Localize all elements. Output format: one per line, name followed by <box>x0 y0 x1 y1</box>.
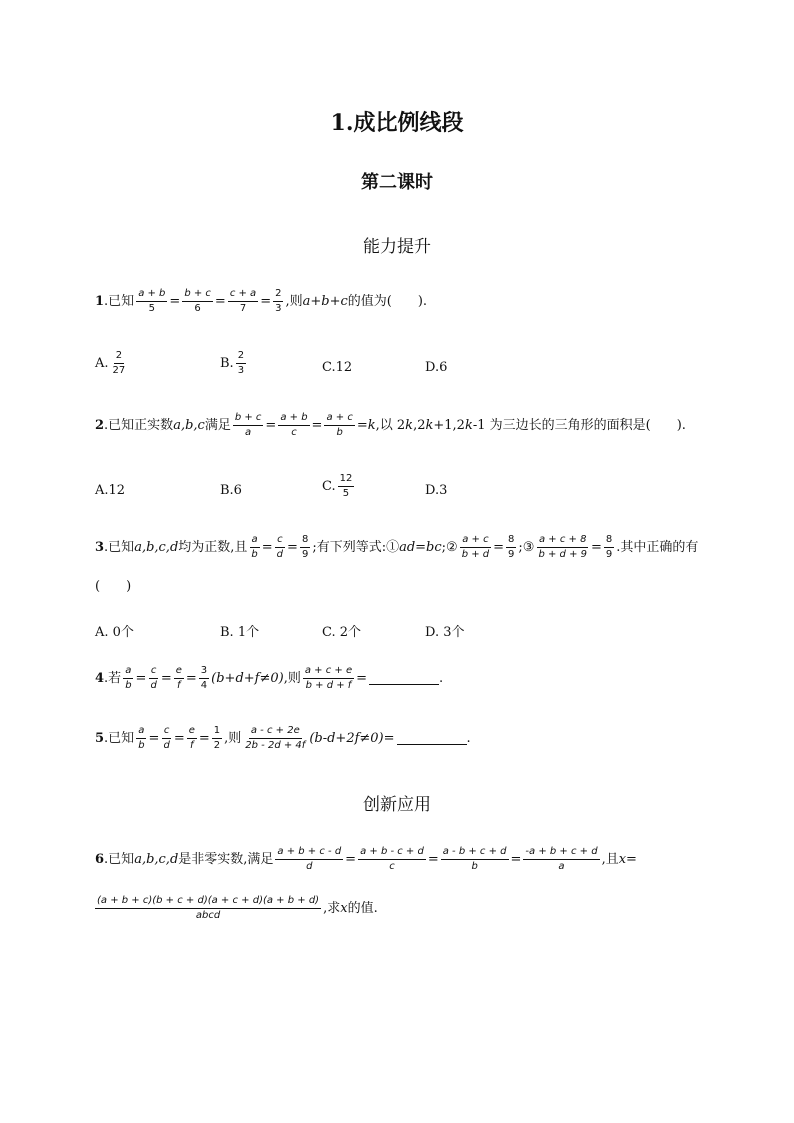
fraction: $\frac{2}{3}$ <box>237 350 245 376</box>
answer-parentheses: ( ) <box>95 579 132 594</box>
question-3: 3 .已知 a,b,c,d 均为正数,且 $\frac{a}{b}$ = $\frac{c}{d}$ = $\frac{8}{9}$ ;有下列等式:① ad=bc ;② $\frac{a + c}{b + d}$ = $\frac{8}{9}$ ;③ $\frac{a + c + 8}{b + d + 9}$ = $\frac{8}{9}$ .其中正确的有 <box>95 534 699 560</box>
answer-blank[interactable] <box>369 672 439 685</box>
question-number: 2 <box>95 417 105 433</box>
option-d[interactable]: D.3 <box>425 483 448 498</box>
section-innovation: 创新应用 <box>363 795 431 815</box>
answer-blank[interactable] <box>397 732 467 745</box>
question-4: 4 .若 $\frac{a}{b}$ = $\frac{c}{d}$ = $\frac{e}{f}$ = $\frac{3}{4}$ (b+d+f≠0) ,则 $\frac{a + c + e}{b + d + f}$ = . <box>95 665 444 691</box>
option-d[interactable]: D.6 <box>425 360 448 375</box>
question-text: 的值为( ). <box>347 293 428 309</box>
question-6-line-2: $\frac{(a + b + c)(b + c + d)(a + c + d)(a + b + d)}{\text{abcd}}$ ,求 x 的值. <box>97 895 378 921</box>
fraction: $\frac{b + c}{6}$ <box>184 288 211 314</box>
question-number: 6 <box>95 851 105 867</box>
fraction: $\frac{8}{9}$ <box>508 534 515 560</box>
math-expression: a+b+c <box>302 293 348 309</box>
lesson-subtitle: 第二课时 <box>361 172 433 193</box>
question-5: 5 .已知 $\frac{a}{b}$ = $\frac{c}{d}$ = $\frac{e}{f}$ = $\frac{1}{2}$ ,则 $\frac{a - c + 2e}{2b - 2d + 4f}$ (b-d+2f≠0) = . <box>95 725 471 751</box>
fraction: $\frac{a}{b}$ <box>251 534 258 560</box>
question-2: 2 .已知正实数 a,b,c 满足 $\frac{b + c}{a}$ = $\frac{a + b}{c}$ = $\frac{a + c}{b}$ = k ,以 2 k ,2 k +1,2 k -1 为三边长的三角形的面积是( ). <box>95 412 686 438</box>
question-text: .已知 <box>104 293 135 309</box>
option-b[interactable]: B. $\frac{2}{3}$ <box>220 350 245 376</box>
fraction: $\frac{8}{9}$ <box>605 534 613 560</box>
fraction: $\frac{b + c}{a}$ <box>234 412 262 438</box>
question-number: 3 <box>95 539 105 555</box>
fraction: $\frac{a + c + 8}{b + d + 9}$ <box>538 534 587 560</box>
fraction: $\frac{a + b}{5}$ <box>138 288 166 314</box>
fraction: $\frac{a - b + c + d}{b}$ <box>442 846 507 872</box>
option-a[interactable]: A.12 <box>95 483 126 498</box>
fraction: $\frac{e}{f}$ <box>175 665 182 691</box>
option-c[interactable]: C. 2个 <box>322 625 362 640</box>
fraction: $\frac{a}{b}$ <box>125 665 132 691</box>
fraction: $\frac{(a + b + c)(b + c + d)(a + c + d)(a + b + d)}{\text{abcd}}$ <box>97 895 320 921</box>
option-a[interactable]: A. $\frac{2}{27}$ <box>95 350 126 376</box>
fraction: $\frac{a + b}{c}$ <box>280 412 308 438</box>
fraction: $\frac{a + c + e}{b + d + f}$ <box>304 665 353 691</box>
fraction: $\frac{c}{d}$ <box>150 665 157 691</box>
page-title: 1.成比例线段 <box>330 110 464 136</box>
fraction: $\frac{3}{4}$ <box>200 665 208 691</box>
option-b[interactable]: B.6 <box>220 483 242 498</box>
fraction: $\frac{c + a}{7}$ <box>229 288 257 314</box>
option-b[interactable]: B. 1个 <box>220 625 260 640</box>
option-a[interactable]: A. 0个 <box>95 625 134 640</box>
question-1: 1 .已知 $\frac{a + b}{5}$ = $\frac{b + c}{6}$ = $\frac{c + a}{7}$ = $\frac{2}{3}$ ,则 a+b+c 的值为( ). <box>95 288 428 314</box>
option-c[interactable]: C.12 <box>322 360 353 375</box>
fraction: $\frac{1}{2}$ <box>213 725 221 751</box>
fraction: $\frac{c}{d}$ <box>276 534 284 560</box>
option-c[interactable]: C. $\frac{12}{5}$ <box>322 473 353 499</box>
fraction: $\frac{2}{27}$ <box>112 350 126 376</box>
option-d[interactable]: D. 3个 <box>425 625 465 640</box>
fraction: $\frac{a}{b}$ <box>138 725 145 751</box>
fraction: $\frac{12}{5}$ <box>339 473 353 499</box>
fraction: $\frac{a + c}{b}$ <box>326 412 353 438</box>
fraction: $\frac{2}{3}$ <box>275 288 282 314</box>
fraction: $\frac{a + c}{b + d}$ <box>461 534 490 560</box>
question-number: 4 <box>95 670 105 686</box>
section-ability: 能力提升 <box>363 237 431 257</box>
question-number: 1 <box>95 293 105 309</box>
fraction: $\frac{a - c + 2e}{2b - 2d + 4f}$ <box>245 725 306 751</box>
fraction: $\frac{a + b + c - d}{d}$ <box>277 846 342 872</box>
fraction: $\frac{e}{f}$ <box>188 725 195 751</box>
question-number: 5 <box>95 730 105 746</box>
question-text: ,则 <box>285 293 303 309</box>
question-6: 6 .已知 a,b,c,d 是非零实数,满足 $\frac{a + b + c - d}{d}$ = $\frac{a + b - c + d}{c}$ = $\frac{a - b + c + d}{b}$ = $\frac{-a + b + c + d}{a}$ ,且 x= <box>95 846 637 872</box>
fraction: $\frac{8}{9}$ <box>301 534 309 560</box>
fraction: $\frac{c}{d}$ <box>163 725 170 751</box>
fraction: $\frac{-a + b + c + d}{a}$ <box>525 846 598 872</box>
fraction: $\frac{a + b - c + d}{c}$ <box>360 846 424 872</box>
